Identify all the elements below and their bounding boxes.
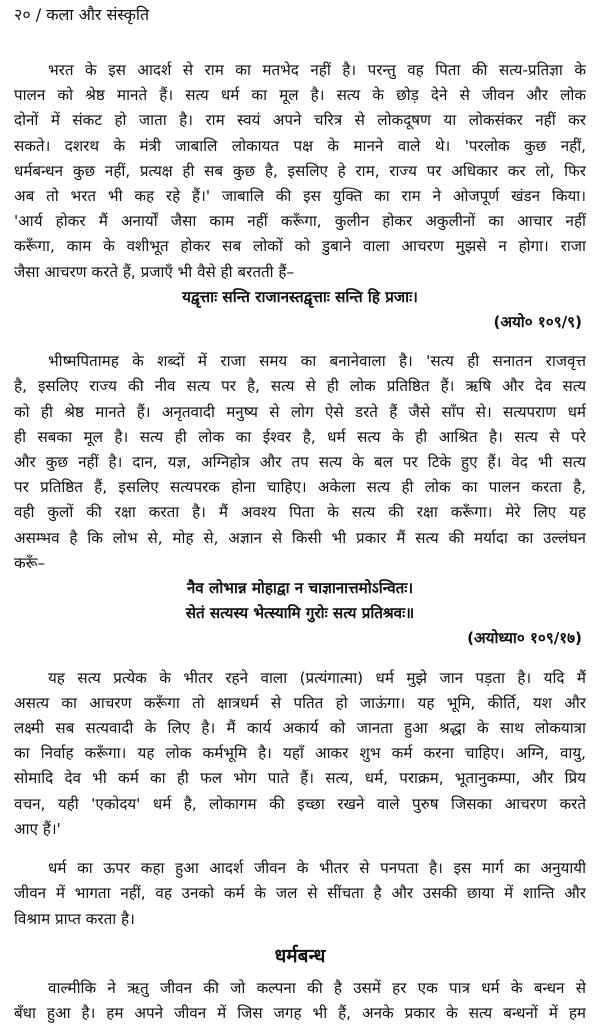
shloka-2-line-2: सेतं सत्यस्य भेत्स्यामि गुरोः सत्य प्रतिश्रवः॥ bbox=[185, 604, 415, 623]
text-line: को ही श्रेष्ठ मानते हैं। अनृतवादी मनुष्य से लोग ऐसे डरते हैं जैसे साँप से। सत्यपराण धर्म bbox=[14, 402, 586, 421]
running-head: २० / कला और संस्कृति bbox=[14, 5, 150, 24]
text-line: यह सत्य प्रत्येक के भीतर रहने वाला (प्रत्यंगात्मा) धर्म मुझे जान पड़ता है। यदि मैं bbox=[48, 668, 586, 687]
paragraph-4 bbox=[14, 856, 586, 932]
text-line: ही सबका मूल है। सत्य ही लोक का ईश्वर है, धर्म सत्य के ही आश्रित है। सत्य से परे bbox=[14, 427, 586, 446]
text-line: दोनों में संकट हो जाता है। राम स्वयं अपने चरित्र से लोकदूषण या लोकसंकर नहीं कर bbox=[14, 111, 586, 130]
text-line: वचन, यही 'एकोदय' धर्म है, लोकागम की इच्छा रखने वाले पुरुष जिसका आचरण करते bbox=[14, 794, 586, 813]
text-line: सकते। दशरथ के मंत्री जाबालि लोकायत पक्ष के मानने वाले थे। 'परलोक कुछ नहीं, bbox=[14, 136, 586, 155]
text-line: भीष्मपितामह के शब्दों में राजा समय का बनानेवाला है। 'सत्य ही सनातन राजवृत्त bbox=[48, 352, 586, 371]
text-line: अब तो भरत भी कह रहे हैं।' जाबालि की इस युक्ति का राम ने ओजपूर्ण खंडन किया। bbox=[14, 187, 586, 206]
text-line: 'आर्य होकर मैं अनार्यों जैसा काम नहीं करूँगा, कुलीन होकर अकुलीनों का आचार नहीं bbox=[14, 212, 586, 231]
text-line: पर प्रतिष्ठित हैं, इसलिए सत्यपरक होना चाहिए। अकेला सत्य ही लोक का पालन करता है, bbox=[14, 478, 586, 497]
text-line: जीवन में भागता नहीं, वह उनको कर्म के जल से सींचता है और उसकी छाया में शान्ति और bbox=[14, 884, 586, 903]
shloka-2-line-1: नैव लोभान्न मोहाद्वा न चाज्ञानात्तमोऽन्वितः। bbox=[186, 579, 414, 598]
text-line: असम्भव है कि लोभ से, मोह से, अज्ञान से किसी भी प्रकार मैं सत्य की मर्यादा का उल्लंघन bbox=[14, 528, 586, 547]
text-line: आए हैं।' bbox=[14, 819, 61, 838]
shloka-1: यद्वृत्ताः सन्ति राजानस्तद्वृत्ताः सन्ति हि प्रजाः। bbox=[182, 287, 418, 306]
text-line: धर्मबन्धन कुछ नहीं, प्रत्यक्ष ही सब कुछ है, इसलिए हे राम, राज्य पर अधिकार कर लो, फिर bbox=[14, 161, 586, 180]
text-line: का निर्वाह करूँगा। यह लोक कर्मभूमि है। यहाँ आकर शुभ कर्म करना चाहिए। अग्नि, वायु, bbox=[14, 744, 586, 763]
text-line: विश्राम प्राप्त करता है। bbox=[14, 909, 135, 928]
text-line: धर्म का ऊपर कहा हुआ आदर्श जीवन के भीतर से पनपता है। इस मार्ग का अनुयायी bbox=[48, 859, 586, 878]
spacer bbox=[14, 842, 586, 856]
text-line: लक्ष्मी सब सत्यवादी के लिए है। मैं कार्य अकार्य को जानता हुआ श्रद्धा के साथ लोकयात्रा bbox=[14, 719, 586, 738]
text-line: सोमादि देव भी कर्म का ही फल भोग पाते हैं। सत्य, धर्म, पराक्रम, भूतानुकम्पा, और प्रिय bbox=[14, 769, 586, 788]
paragraph-2 bbox=[14, 349, 586, 576]
text-line: करूँगा, काम के वशीभूत होकर सब लोकों को डुबाने वाला आचरण मुझसे न होगा। राजा bbox=[14, 237, 586, 256]
paragraph-5 bbox=[14, 976, 586, 1026]
section-heading: धर्मबन्ध bbox=[274, 944, 326, 967]
text-line: वाल्मीकि ने ऋतु जीवन की जो कल्पना की है उसमें हर एक पात्र धर्म के बन्धन से bbox=[48, 978, 586, 997]
text-line: भरत के इस आदर्श से राम का मतभेद नहीं है। परन्तु वह पिता की सत्य-प्रतिज्ञा के bbox=[48, 61, 586, 79]
paragraph-1 bbox=[14, 58, 586, 285]
text-line: जैसा आचरण करते हैं, प्रजाएँ भी वैसे ही बरतती हैं– bbox=[14, 262, 295, 281]
text-line: और कुछ नहीं है। दान, यज्ञ, अग्निहोत्र और तप सत्य के बल पर टिके हुए हैं। वेद भी सत्य bbox=[14, 453, 586, 472]
text-line: बँधा हुआ है। हम अपने जीवन में जिस जगह भी हैं, अनके प्रकार के सत्य बन्धनों में हम bbox=[14, 1003, 586, 1022]
text-line: करूँ– bbox=[14, 553, 46, 572]
paragraph-3 bbox=[14, 666, 586, 842]
text-line: पालन को श्रेष्ठ मानते हैं। सत्य धर्म का मूल है। सत्य के छोड़ देने से जीवन और लोक bbox=[14, 86, 586, 105]
text-line: वही कुलों की रक्षा करता है। मैं अवश्य पिता के सत्य की रक्षा करूँगा। मेरे लिए यह bbox=[14, 503, 586, 522]
reference-1: (अयो० १०९/९) bbox=[493, 313, 582, 332]
text-line: असत्य का आचरण करूँगा तो क्षात्रधर्म से पतित हो जाऊंगा। यह भूमि, कीर्ति, यश और bbox=[14, 693, 586, 712]
reference-2: (अयोध्या० १०९/१७) bbox=[467, 629, 582, 648]
text-line: है, इसलिए राज्य की नीव सत्य पर है, सत्य से ही लोक प्रतिष्ठित हैं। ऋषि और देव सत्य bbox=[14, 377, 586, 396]
